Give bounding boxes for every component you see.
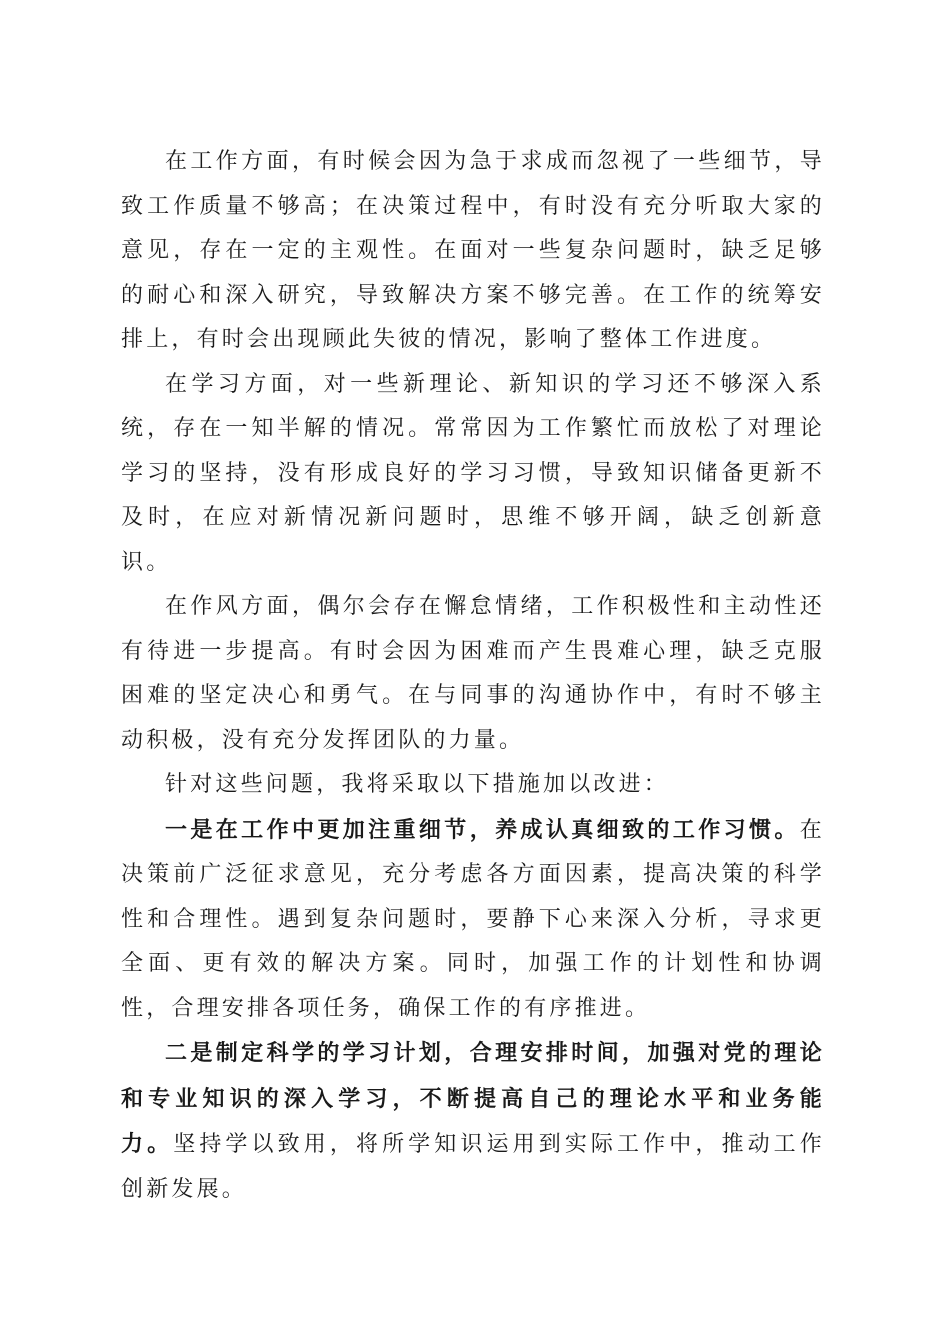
paragraph-text: 在学习方面，对一些新理论、新知识的学习还不够深入系统，存在一知半解的情况。常常因为工作繁忙而放松了对理论学习的坚持，没有形成良好的学习习惯，导致知识储备更新不及时，在应对新情况新问题时，思维不够开阔，缺乏创新意识。 [121,371,825,575]
paragraph-text: 在工作方面，有时候会因为急于求成而忽视了一些细节，导致工作质量不够高；在决策过程中，有时没有充分听取大家的意见，存在一定的主观性。在面对一些复杂问题时，缺乏足够的耐心和深入研究，导致解决方案不够完善。在工作的统筹安排上，有时会出现顾此失彼的情况，影响了整体工作进度。 [121,149,825,352]
paragraph-study [121,363,825,586]
paragraph-lead: 一是在工作中更加注重细节，养成认真细致的工作习惯。 [165,816,800,843]
paragraph-text: 在决策前广泛征求意见，充分考虑各方面因素，提高决策的科学性和合理性。遇到复杂问题时，要静下心来深入分析，寻求更全面、更有效的解决方案。同时，加强工作的计划性和协调性，合理安排各项任务，确保工作的有序推进。 [121,817,825,1021]
paragraph-text: 在作风方面，偶尔会存在懈怠情绪，工作积极性和主动性还有待进一步提高。有时会因为困难而产生畏难心理，缺乏克服困难的坚定决心和勇气。在与同事的沟通协作中，有时不够主动积极，没有充分发挥团队的力量。 [121,594,825,753]
paragraph-text: 针对这些问题，我将采取以下措施加以改进： [165,772,670,797]
paragraph-measure-one [121,808,825,1032]
paragraph-style [121,585,825,763]
paragraph-lead: 二是制定科学的学习计划，合理安排时间，加强对党的理论和专业知识的深入学习，不断提高自己的理论水平和业务能力。 [121,1040,825,1157]
paragraph-measure-two [121,1031,825,1212]
paragraph-text: 坚持学以致用，将所学知识运用到实际工作中，推动工作创新发展。 [121,1132,825,1202]
paragraph-measures-intro [121,763,825,808]
paragraph-work [121,140,825,363]
document-body [121,140,825,1212]
